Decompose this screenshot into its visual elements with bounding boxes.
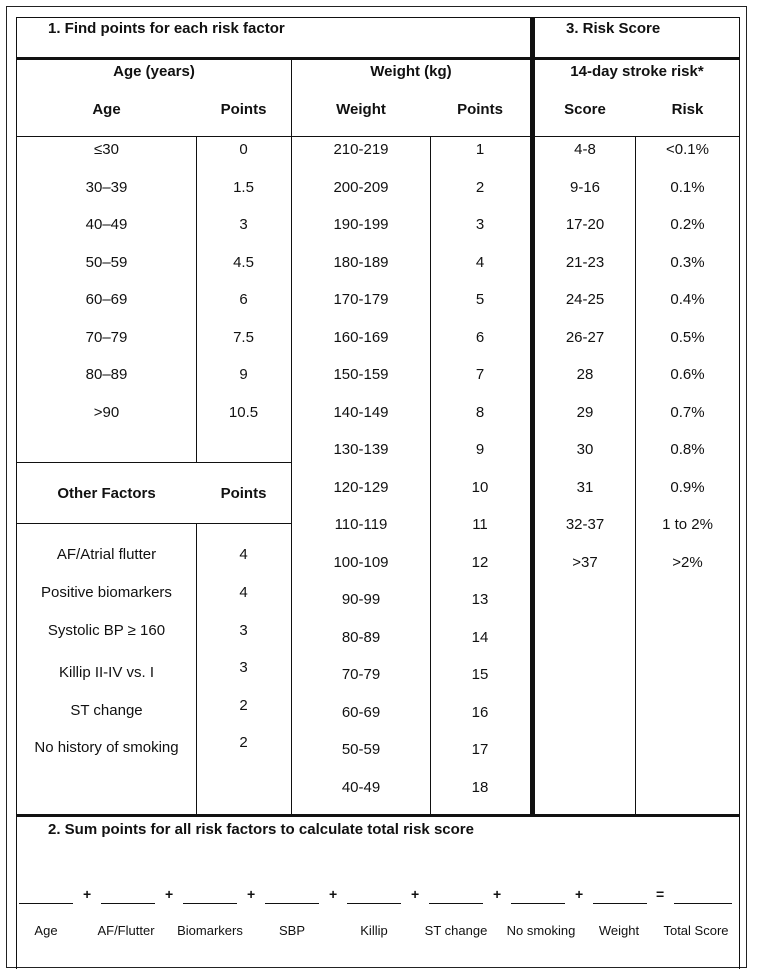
age-range: 60–69 [85, 291, 128, 308]
weight-range: 80-89 [341, 629, 381, 646]
other-factors-label: Other Factors [57, 485, 156, 502]
weight-blank[interactable] [593, 903, 647, 904]
other-factor: No history of smoking [34, 739, 179, 756]
weight-range: 50-59 [341, 741, 381, 758]
section2-title: 2. Sum points for all risk factors to calculate total risk score [48, 821, 474, 838]
weight-points: 1 [475, 141, 485, 158]
age-points: 9 [239, 366, 248, 383]
weight-points: 4 [475, 254, 485, 271]
weight-range: 150-159 [333, 366, 389, 383]
other-factors-top-line [17, 462, 292, 463]
weight-range: 170-179 [333, 291, 389, 308]
sum-label-af-flutter: AF/Flutter [97, 923, 155, 938]
weight-points: 8 [475, 404, 485, 421]
risk-score: 24-25 [565, 291, 605, 308]
sum-label-biomarkers: Biomarkers [177, 923, 243, 938]
risk-column-label: Risk [671, 101, 704, 118]
risk-score: 30 [576, 441, 594, 458]
weight-range: 140-149 [333, 404, 389, 421]
sum-label-age: Age [34, 923, 58, 938]
section2-divider [17, 814, 740, 817]
other-points: 4 [239, 584, 248, 601]
weight-range: 130-139 [333, 441, 389, 458]
other-points: 3 [239, 659, 248, 676]
age-column-label: Age [92, 101, 121, 118]
weight-range: 60-69 [341, 704, 381, 721]
age-points-label: Points [220, 101, 267, 118]
plus-sign: + [493, 886, 502, 902]
weight-range: 90-99 [341, 591, 381, 608]
age-group-header: Age (years) [113, 63, 195, 80]
other-points-label: Points [220, 485, 267, 502]
weight-range: 120-129 [333, 479, 389, 496]
weight-points: 11 [472, 516, 488, 533]
plus-sign: + [329, 886, 338, 902]
plus-sign: + [247, 886, 256, 902]
weight-points: 10 [471, 479, 489, 496]
risk-value: 1 to 2% [662, 516, 713, 533]
top-border [16, 17, 740, 18]
other-factor: Killip II-IV vs. I [58, 664, 155, 681]
weight-range: 70-79 [341, 666, 381, 683]
age-points: 10.5 [228, 404, 259, 421]
risk-value: >2% [672, 554, 703, 571]
risk-score: 4-8 [574, 141, 596, 158]
risk-value: 0.2% [670, 216, 705, 233]
weight-range: 200-209 [333, 179, 389, 196]
risk-value: 0.5% [670, 329, 705, 346]
other-points: 2 [239, 697, 248, 714]
other-factor: Systolic BP ≥ 160 [47, 622, 166, 639]
plus-sign: + [575, 886, 584, 902]
weight-points: 17 [471, 741, 489, 758]
plus-sign: + [411, 886, 420, 902]
risk-score: 31 [576, 479, 594, 496]
weight-points: 18 [471, 779, 489, 796]
risk-score: >37 [572, 554, 598, 571]
weight-range: 110-119 [334, 516, 388, 533]
risk-score: 9-16 [569, 179, 601, 196]
risk-value: 0.3% [670, 254, 705, 271]
other-points: 2 [239, 734, 248, 751]
risk-value: 0.6% [670, 366, 705, 383]
total-score-blank[interactable] [674, 903, 732, 904]
section1-title: 1. Find points for each risk factor [48, 20, 285, 37]
risk-value: <0.1% [666, 141, 709, 158]
age-points: 1.5 [233, 179, 254, 196]
weight-range: 190-199 [333, 216, 389, 233]
risk-score: 17-20 [565, 216, 605, 233]
age-points: 0 [239, 141, 248, 158]
equals-sign: = [656, 886, 665, 902]
plus-sign: + [83, 886, 92, 902]
weight-points: 15 [471, 666, 489, 683]
other-factor: ST change [70, 702, 143, 719]
age-range: 50–59 [85, 254, 128, 271]
age-range: ≤30 [94, 141, 119, 158]
other-factors-header-line [17, 523, 292, 524]
risk-value: 0.1% [670, 179, 705, 196]
weight-column-label: Weight [336, 101, 386, 118]
risk-value: 0.8% [670, 441, 705, 458]
other-factor: AF/Atrial flutter [56, 546, 157, 563]
weight-points: 14 [471, 629, 489, 646]
weight-points: 9 [475, 441, 485, 458]
other-factor: Positive biomarkers [41, 584, 172, 601]
weight-range: 180-189 [333, 254, 389, 271]
weight-points: 16 [471, 704, 489, 721]
plus-sign: + [165, 886, 174, 902]
risk-score: 32-37 [565, 516, 605, 533]
age-range: 70–79 [85, 329, 128, 346]
sum-label-st-change: ST change [424, 923, 488, 938]
score-column-label: Score [564, 101, 606, 118]
risk-score: 21-23 [565, 254, 605, 271]
st-change-blank[interactable] [429, 903, 483, 904]
risk-value: 0.4% [670, 291, 705, 308]
sum-label-total-score: Total Score [663, 923, 729, 938]
risk-score: 26-27 [565, 329, 605, 346]
weight-range: 210-219 [333, 141, 389, 158]
score-risk-divider [635, 137, 636, 815]
no-smoking-blank[interactable] [511, 903, 565, 904]
killip-blank[interactable] [347, 903, 401, 904]
age-range: 30–39 [85, 179, 128, 196]
age-blank[interactable] [19, 903, 73, 904]
risk-group-header: 14-day stroke risk* [570, 63, 704, 80]
age-points: 4.5 [233, 254, 254, 271]
risk-score: 28 [576, 366, 594, 383]
sbp-blank[interactable] [265, 903, 319, 904]
weight-range: 160-169 [333, 329, 389, 346]
weight-points: 3 [475, 216, 485, 233]
weight-points-label: Points [457, 101, 503, 118]
weight-range: 100-109 [333, 554, 389, 571]
risk-value: 0.7% [670, 404, 705, 421]
risk-score: 29 [576, 404, 594, 421]
weight-points: 2 [475, 179, 485, 196]
other-points: 4 [239, 546, 248, 563]
age-weight-divider [291, 58, 292, 815]
weight-points: 5 [475, 291, 485, 308]
sum-label-weight: Weight [598, 923, 640, 938]
age-points: 6 [239, 291, 248, 308]
weight-points: 7 [475, 366, 485, 383]
age-range: 80–89 [85, 366, 128, 383]
other-points: 3 [239, 622, 248, 639]
weight-points: 13 [471, 591, 489, 608]
sum-label-killip: Killip [360, 923, 388, 938]
weight-points: 12 [471, 554, 489, 571]
risk-value: 0.9% [670, 479, 705, 496]
biomarkers-blank[interactable] [183, 903, 237, 904]
right-border [739, 17, 740, 969]
header-divider [17, 57, 740, 60]
af-flutter-blank[interactable] [101, 903, 155, 904]
section3-title: 3. Risk Score [566, 20, 661, 37]
age-points: 3 [239, 216, 248, 233]
age-range: 40–49 [85, 216, 128, 233]
sum-label-sbp: SBP [278, 923, 305, 938]
column-header-divider [17, 136, 740, 137]
age-range: >90 [93, 404, 120, 421]
weight-range: 40-49 [341, 779, 381, 796]
age-points: 7.5 [233, 329, 254, 346]
weight-points: 6 [475, 329, 485, 346]
sum-label-no-smoking: No smoking [506, 923, 576, 938]
weight-group-header: Weight (kg) [370, 63, 452, 80]
